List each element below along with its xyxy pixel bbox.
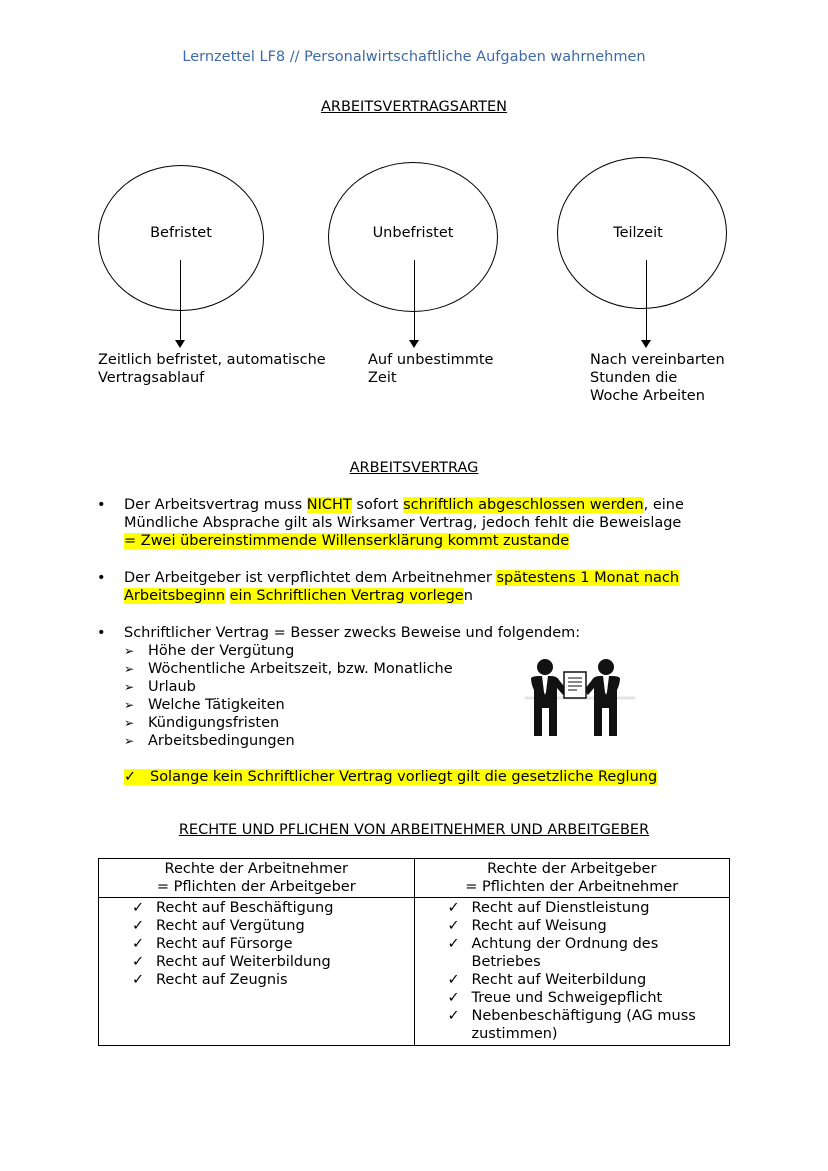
list-item-text: Höhe der Vergütung <box>148 643 295 659</box>
list-item <box>132 899 414 917</box>
section-title-contract-types: ARBEITSVERTRAGSARTEN <box>320 99 508 115</box>
arrow-down-icon <box>641 340 651 348</box>
contract-contents-list <box>124 642 453 750</box>
check-icon: ✓ <box>132 954 145 970</box>
list-item-text: Recht auf Weisung <box>471 918 607 934</box>
contract-handover-icon <box>505 650 655 740</box>
section-title-rights: RECHTE UND PFLICHEN VON ARBEITNEHMER UND ARBEITGEBER <box>178 822 650 838</box>
highlight-text: = Zwei übereinstimmende Willenserklärung kommt zustande <box>124 533 570 549</box>
arrow-down-icon <box>175 340 185 348</box>
highlight-text: NICHT <box>306 497 352 513</box>
bullet-written-form <box>97 496 717 550</box>
header-line: Rechte der Arbeitnehmer <box>164 861 348 877</box>
employer-rights-cell <box>414 898 730 1046</box>
list-item <box>448 935 700 971</box>
list-item-text: Recht auf Dienstleistung <box>471 900 650 916</box>
desc-line: Auf unbestimmte <box>368 352 494 368</box>
check-icon: ✓ <box>447 990 460 1006</box>
highlight-text: Arbeitsbeginn <box>124 588 226 604</box>
list-item-text: Recht auf Fürsorge <box>156 936 293 952</box>
highlight-text: ein Schriftlichen Vertrag vorlege <box>229 588 464 604</box>
rights-table <box>98 858 730 1046</box>
arrow-bullet-icon: ➢ <box>124 698 135 712</box>
desc-line: Vertragsablauf <box>98 370 205 386</box>
table-row <box>99 898 730 1046</box>
highlight-text: spätestens 1 Monat nach <box>496 570 680 586</box>
list-item <box>124 678 453 696</box>
text-line: Mündliche Absprache gilt als Wirksamer Vertrag, jedoch fehlt die Beweislage <box>124 515 682 531</box>
list-item <box>448 899 700 917</box>
arrow-line <box>180 260 181 340</box>
arrow-bullet-icon: ➢ <box>124 716 135 730</box>
oval-label-unbefristet: Unbefristet <box>372 225 454 241</box>
list-item <box>132 971 414 989</box>
desc-line: Nach vereinbarten <box>590 352 725 368</box>
check-icon: ✓ <box>447 900 460 916</box>
section-title-contract: ARBEITSVERTRAG <box>349 460 479 476</box>
list-item-text: Achtung der Ordnung des Betriebes <box>471 936 659 970</box>
arrow-down-icon <box>409 340 419 348</box>
list-item-text: Wöchentliche Arbeitszeit, bzw. Monatliche <box>148 661 453 677</box>
list-item <box>124 660 453 678</box>
desc-unbefristet <box>368 351 493 387</box>
bullet-dot-icon: • <box>97 625 106 641</box>
bullet-written-contract <box>97 624 717 642</box>
desc-line: Zeitlich befristet, automatische <box>98 352 326 368</box>
bullet-employer-obligation <box>97 569 717 605</box>
check-icon: ✓ <box>447 1008 460 1024</box>
desc-befristet <box>98 351 326 387</box>
text-run: sofort <box>351 497 404 513</box>
list-item-text: Arbeitsbedingungen <box>148 733 295 749</box>
arrow-bullet-icon: ➢ <box>124 680 135 694</box>
desc-line: Stunden die <box>590 370 678 386</box>
arrow-line <box>646 260 647 340</box>
list-item <box>132 917 414 935</box>
text-run: Der Arbeitgeber ist verpflichtet dem Arbeitnehmer <box>124 570 497 586</box>
list-item-text: Urlaub <box>148 679 196 695</box>
oval-label-befristet: Befristet <box>150 225 212 241</box>
arrow-bullet-icon: ➢ <box>124 662 135 676</box>
highlight-text: schriftlich abgeschlossen werden <box>403 497 644 513</box>
list-item <box>132 953 414 971</box>
header-line: = Pflichten der Arbeitnehmer <box>465 879 679 895</box>
oval-label-teilzeit: Teilzeit <box>613 225 663 241</box>
list-item <box>448 989 700 1007</box>
check-icon: ✓ <box>124 769 137 785</box>
arrow-bullet-icon: ➢ <box>124 644 135 658</box>
table-header-row <box>99 859 730 898</box>
check-icon: ✓ <box>132 972 145 988</box>
desc-teilzeit <box>590 351 725 405</box>
list-item <box>124 642 453 660</box>
text-line: Schriftlicher Vertrag = Besser zwecks Beweise und folgendem: <box>124 625 581 641</box>
check-icon: ✓ <box>132 936 145 952</box>
text-run: n <box>463 588 473 604</box>
desc-line: Woche Arbeiten <box>590 388 705 404</box>
list-item <box>124 696 453 714</box>
document-icon <box>564 672 586 698</box>
bullet-dot-icon: • <box>97 497 106 513</box>
list-item-text: Recht auf Weiterbildung <box>156 954 331 970</box>
desc-line: Zeit <box>368 370 397 386</box>
list-item-text: Welche Tätigkeiten <box>148 697 285 713</box>
list-item-text: Recht auf Weiterbildung <box>471 972 647 988</box>
employee-rights-cell <box>99 898 415 1046</box>
text-run: Der Arbeitsvertrag muss <box>124 497 307 513</box>
list-item-text: Recht auf Vergütung <box>156 918 305 934</box>
table-header-left <box>99 859 415 898</box>
legal-note-highlight <box>124 769 657 785</box>
check-icon: ✓ <box>447 918 460 934</box>
check-icon: ✓ <box>447 936 460 952</box>
list-item-text: Treue und Schweigepflicht <box>471 990 663 1006</box>
list-item <box>448 917 700 935</box>
list-item <box>124 732 453 750</box>
arrow-line <box>414 260 415 340</box>
text-run: , eine <box>643 497 684 513</box>
list-item-text: Recht auf Beschäftigung <box>156 900 334 916</box>
list-item <box>124 714 453 732</box>
list-item <box>448 971 700 989</box>
page-header: Lernzettel LF8 // Personalwirtschaftliche Aufgaben wahrnehmen <box>182 49 646 65</box>
check-icon: ✓ <box>132 900 145 916</box>
check-icon: ✓ <box>447 972 460 988</box>
list-item-text: Kündigungsfristen <box>148 715 280 731</box>
list-item <box>448 1007 700 1043</box>
list-item <box>132 935 414 953</box>
list-item-text: Nebenbeschäftigung (AG muss zustimmen) <box>471 1008 696 1042</box>
bullet-dot-icon: • <box>97 570 106 586</box>
check-icon: ✓ <box>132 918 145 934</box>
header-line: = Pflichten der Arbeitgeber <box>156 879 356 895</box>
text-run <box>225 588 230 604</box>
arrow-bullet-icon: ➢ <box>124 734 135 748</box>
list-item-text: Recht auf Zeugnis <box>156 972 288 988</box>
legal-note <box>124 768 657 786</box>
header-line: Rechte der Arbeitgeber <box>487 861 657 877</box>
legal-note-text: Solange kein Schriftlicher Vertrag vorliegt gilt die gesetzliche Reglung <box>149 769 658 785</box>
table-header-right <box>414 859 730 898</box>
